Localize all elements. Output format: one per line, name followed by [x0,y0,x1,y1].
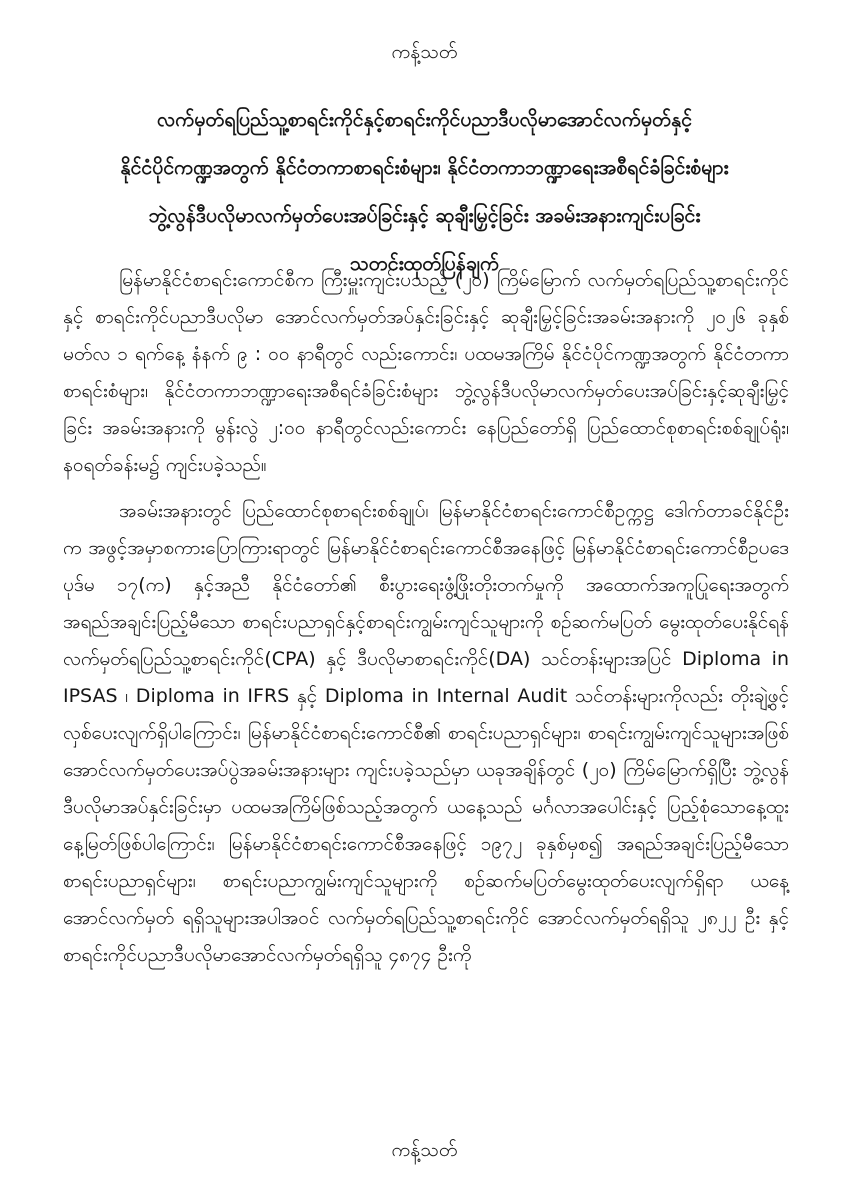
paragraph-chairman-speech: အခမ်းအနားတွင် ပြည်ထောင်စုစာရင်းစစ်ချုပ်၊ မြန်မာနိုင်ငံစာရင်းကောင်စီဥက္ကဋ္ဌ ဒေါက်တာခင်နိုင်ဦးက အဖွင့်အမှာစကားပြောကြားရာတွင် မြန်မာနိုင်ငံစာရင်းကောင်စီအနေဖြင့် မြန်မာနိုင်ငံစာရင်းကောင်စီဥပဒေ ပုဒ်မ ၁၇(က) နှင့်အညီ နိုင်ငံတော်၏ စီးပွားရေးဖွံ့ဖြိုးတိုးတက်မှုကို အထောက်အကူပြုရေးအတွက် အရည်အချင်းပြည့်မီသော စာရင်းပညာရှင်နှင့်စာရင်းကျွမ်းကျင်သူများကို စဉ်ဆက်မပြတ် မွေးထုတ်ပေးနိုင်ရန် လက်မှတ်ရပြည်သူ့စာရင်းကိုင်(CPA) နှင့် ဒီပလိုမာစာရင်းကိုင်(DA) သင်တန်းများအပြင် Diploma in IPSAS ၊ Diploma in IFRS နှင့် Diploma in Internal Audit သင်တန်းများကိုလည်း တိုးချဲ့ဖွင့်လှစ်ပေးလျက်ရှိပါကြောင်း၊ မြန်မာနိုင်ငံစာရင်းကောင်စီ၏ စာရင်းပညာရှင်များ၊ စာရင်းကျွမ်းကျင်သူများအဖြစ် အောင်လက်မှတ်ပေးအပ်ပွဲအခမ်းအနားများ ကျင်းပခဲ့သည်မှာ ယခုအချိန်တွင် (၂၀) ကြိမ်မြောက်ရှိပြီး ဘွဲ့လွန်ဒီပလိုမာအပ်နှင်းခြင်းမှာ ပထမအကြိမ်ဖြစ်သည့်အတွက် ယနေ့သည် မင်္ဂလာအပေါင်းနှင့် ပြည့်စုံသောနေ့ထူးနေ့မြတ်ဖြစ်ပါကြောင်း၊ မြန်မာနိုင်ငံစာရင်းကောင်စီအနေဖြင့် ၁၉၇၂ ခုနှစ်မှစ၍ အရည်အချင်းပြည့်မီသော စာရင်းပညာရှင်များ၊ စာရင်းပညာကျွမ်းကျင်သူများကို စဉ်ဆက်မပြတ်မွေးထုတ်ပေးလျက်ရှိရာ ယနေ့အောင်လက်မှတ် ရရှိသူများအပါအဝင် လက်မှတ်ရပြည်သူ့စာရင်းကိုင် အောင်လက်မှတ်ရရှိသူ ၂၈၂၂ ဦး နှင့် စာရင်းကိုင်ပညာဒီပလိုမာအောင်လက်မှတ်ရရှိသူ ၄၈၇၄ ဦးကို [63,500,789,966]
title-line-3: ဘွဲ့လွန်ဒီပလိုမာလက်မှတ်ပေးအပ်ခြင်းနှင့် ဆုချီးမြှင့်ခြင်း အခမ်းအနားကျင်းပခြင်း [148,204,701,227]
title-line-4: သတင်းထုတ်ပြန်ချက် [349,252,500,275]
title-line-1: လက်မှတ်ရပြည်သူ့စာရင်းကိုင်နှင့်စာရင်းကိုင်ပညာဒီပလိုမာအောင်လက်မှတ်နှင့် [156,108,693,131]
classification-footer: ကန့်သတ် [391,1139,458,1161]
document-title [62,96,787,288]
classification-header: ကန့်သတ် [391,41,458,63]
title-line-2: နိုင်ငံပိုင်ကဏ္ဍအတွက် နိုင်ငံတကာစာရင်းစံများ၊ နိုင်ငံတကာဘဏ္ဍာရေးအစီရင်ခံခြင်းစံများ [120,156,729,179]
document-body [63,262,789,974]
paragraph-event-details: မြန်မာနိုင်ငံစာရင်းကောင်စီက ကြီးမှူးကျင်းပသည့် (၂၀) ကြိမ်မြောက် လက်မှတ်ရပြည်သူ့စာရင်းကိုင်နှင့် စာရင်းကိုင်ပညာဒီပလိုမာ အောင်လက်မှတ်အပ်နှင်းခြင်းနှင့် ဆုချီးမြှင့်ခြင်းအခမ်းအနားကို ၂၀၂၆ ခုနှစ် မတ်လ ၁ ရက်နေ့ နံနက် ၉ : ၀၀ နာရီတွင် လည်းကောင်း၊ ပထမအကြိမ် နိုင်ငံပိုင်ကဏ္ဍအတွက် နိုင်ငံတကာစာရင်းစံများ၊ နိုင်ငံတကာဘဏ္ဍာရေးအစီရင်ခံခြင်းစံများ ဘွဲ့လွန်ဒီပလိုမာလက်မှတ်ပေးအပ်ခြင်းနှင့်ဆုချီးမြှင့်ခြင်း အခမ်းအနားကို မွန်းလွဲ ၂:၀၀ နာရီတွင်လည်းကောင်း နေပြည်တော်ရှိ ပြည်ထောင်စုစာရင်းစစ်ချုပ်ရုံး၊ နဝရတ်ခန်းမ၌ ကျင်းပခဲ့သည်။ [63,269,789,476]
